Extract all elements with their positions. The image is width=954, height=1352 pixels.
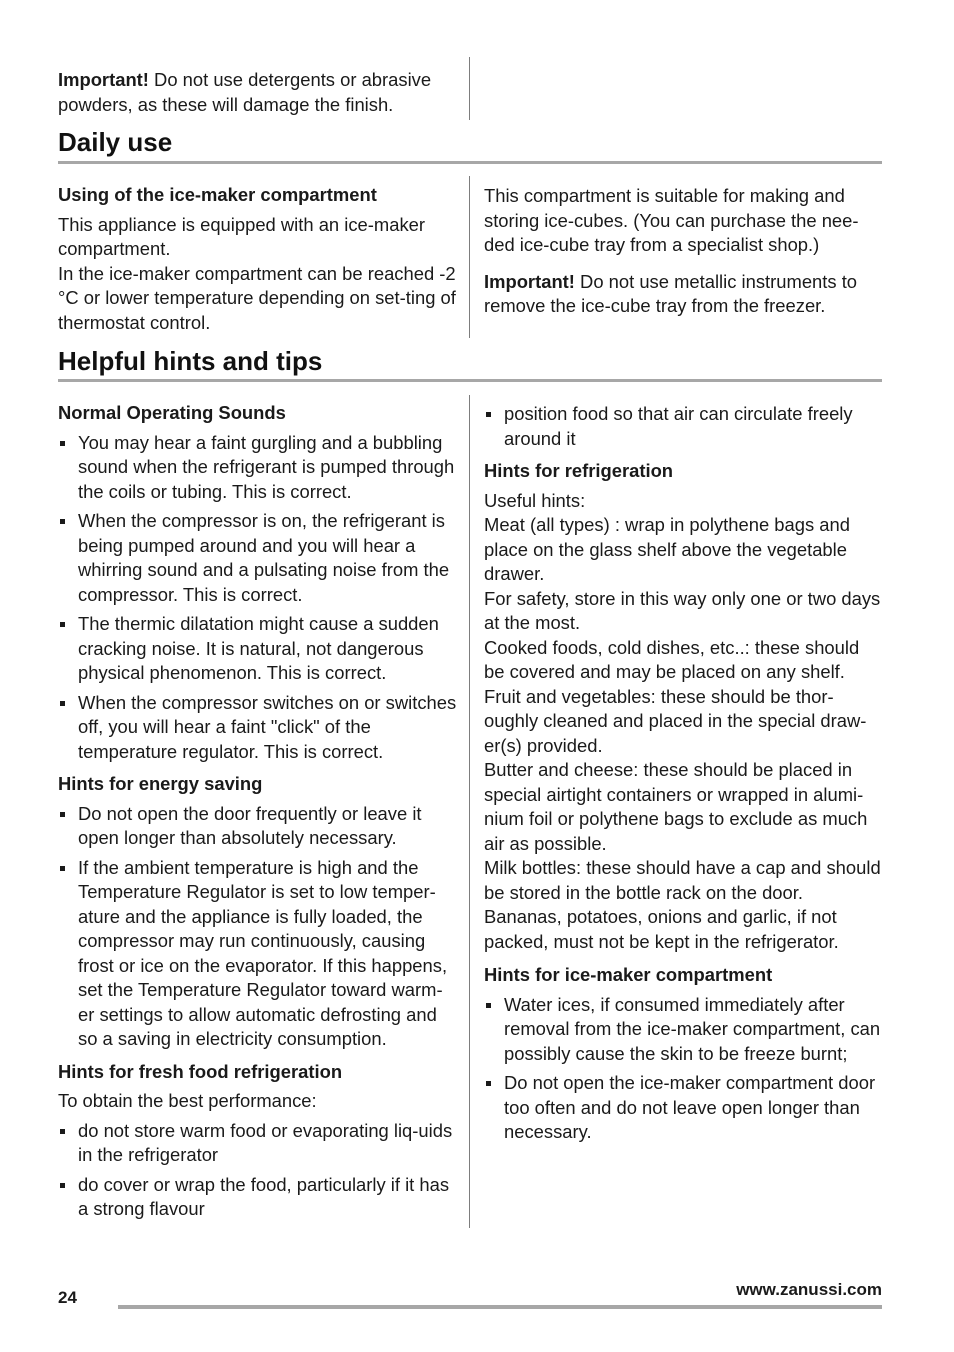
important-label: Important! bbox=[58, 69, 149, 90]
list-item: do cover or wrap the food, particularly if it has a strong flavour bbox=[58, 1173, 458, 1222]
column-divider bbox=[469, 57, 470, 120]
fresh-food-list-continued bbox=[484, 402, 882, 451]
website-link[interactable]: www.zanussi.com bbox=[736, 1280, 882, 1299]
subheading-fresh-food: Hints for fresh food refrigeration bbox=[58, 1060, 343, 1082]
paragraph: Bananas, potatoes, onions and garlic, if not packed, must not be kept in the refrigerator. bbox=[484, 906, 839, 952]
list-item: When the compressor switches on or switches off, you will hear a faint "click" of the temperature regulator. This is correct. bbox=[58, 691, 458, 765]
paragraph: Milk bottles: these should have a cap and should be stored in the bottle rack on the door. bbox=[484, 857, 881, 903]
list-item: You may hear a faint gurgling and a bubbling sound when the refrigerant is pumped through the coils or tubing. This is correct. bbox=[58, 431, 458, 505]
section-title-helpful-hints: Helpful hints and tips bbox=[58, 346, 323, 376]
section-rule bbox=[58, 379, 882, 382]
list-item: Do not open the ice-maker compartment door too often and do not leave open longer than necessary. bbox=[484, 1071, 882, 1145]
list-item: If the ambient temperature is high and the Temperature Regulator is set to low temper-ature and the appliance is fully loaded, the compressor may run continuously, causing frost or ice on the evaporator. If this happens, set the Temperature Regulator toward warm-er settings to allow automatic defrosting and so a saving in electricity consumption. bbox=[58, 856, 458, 1052]
paragraph: For safety, store in this way only one or two days at the most. bbox=[484, 587, 881, 633]
list-item: The thermic dilatation might cause a sudden cracking noise. It is natural, not dangerous physical phenomenon. This is correct. bbox=[58, 612, 458, 686]
subheading-refrigeration: Hints for refrigeration bbox=[484, 460, 674, 481]
important-text: Do not use metallic instruments to remove the ice-cube tray from the freezer. bbox=[484, 270, 858, 316]
important-text: Do not use detergents or abrasive powders, as these will damage the finish. bbox=[58, 69, 432, 115]
normal-sounds-list bbox=[58, 431, 458, 765]
daily-use-left bbox=[58, 183, 458, 335]
daily-use-right bbox=[484, 184, 880, 319]
paragraph: In the ice-maker compartment can be reached -2 °C or lower temperature depending on set-ting of thermostat control. bbox=[58, 262, 456, 333]
paragraph: To obtain the best performance: bbox=[58, 1090, 317, 1111]
subheading-normal-sounds: Normal Operating Sounds bbox=[58, 402, 286, 423]
subheading-energy-saving: Hints for energy saving bbox=[58, 773, 263, 794]
list-item: Water ices, if consumed immediately after removal from the ice-maker compartment, can possibly cause the skin to be freeze burnt; bbox=[484, 993, 882, 1067]
column-divider bbox=[469, 395, 470, 1228]
energy-list bbox=[58, 802, 458, 1052]
subheading-ice-maker-hints: Hints for ice-maker compartment bbox=[484, 964, 773, 985]
paragraph: This compartment is suitable for making and storing ice-cubes. (You can purchase the nee-ded ice-cube tray from a specialist shop.) bbox=[484, 185, 859, 255]
footer-rule bbox=[118, 1305, 882, 1309]
column-divider bbox=[469, 176, 470, 338]
paragraph: Butter and cheese: these should be placed in special airtight containers or wrapped in alumi-nium foil or polythene bags to exclude as much air as possible. bbox=[484, 759, 868, 854]
fresh-food-list bbox=[58, 1119, 458, 1222]
paragraph: Cooked foods, cold dishes, etc..: these should be covered and may be placed on any shelf. bbox=[484, 636, 860, 682]
paragraph: Useful hints: bbox=[484, 489, 586, 511]
section-title-daily-use: Daily use bbox=[58, 127, 173, 157]
list-item: Do not open the door frequently or leave it open longer than absolutely necessary. bbox=[58, 802, 458, 851]
paragraph: This appliance is equipped with an ice-maker compartment. bbox=[58, 213, 425, 259]
important-label: Important! bbox=[484, 270, 575, 292]
subheading-ice-maker: Using of the ice-maker compartment bbox=[58, 184, 377, 205]
section-rule bbox=[58, 161, 882, 164]
page-number: 24 bbox=[58, 1288, 77, 1307]
list-item: position food so that air can circulate freely around it bbox=[484, 402, 882, 451]
list-item: do not store warm food or evaporating liq-uids in the refrigerator bbox=[58, 1119, 458, 1168]
paragraph: Meat (all types) : wrap in polythene bags and place on the glass shelf above the vegetable drawer. bbox=[484, 514, 850, 584]
list-item: When the compressor is on, the refrigerant is being pumped around and you will hear a whirring sound and a pulsating noise from the compressor. This is correct. bbox=[58, 509, 458, 607]
hints-right-column bbox=[484, 402, 882, 1150]
paragraph: Fruit and vegetables: these should be thor-oughly cleaned and placed in the special draw-er(s) provided. bbox=[484, 685, 867, 756]
hints-left-column bbox=[58, 401, 458, 1227]
intro-note bbox=[58, 68, 458, 117]
ice-maker-list bbox=[484, 993, 882, 1145]
